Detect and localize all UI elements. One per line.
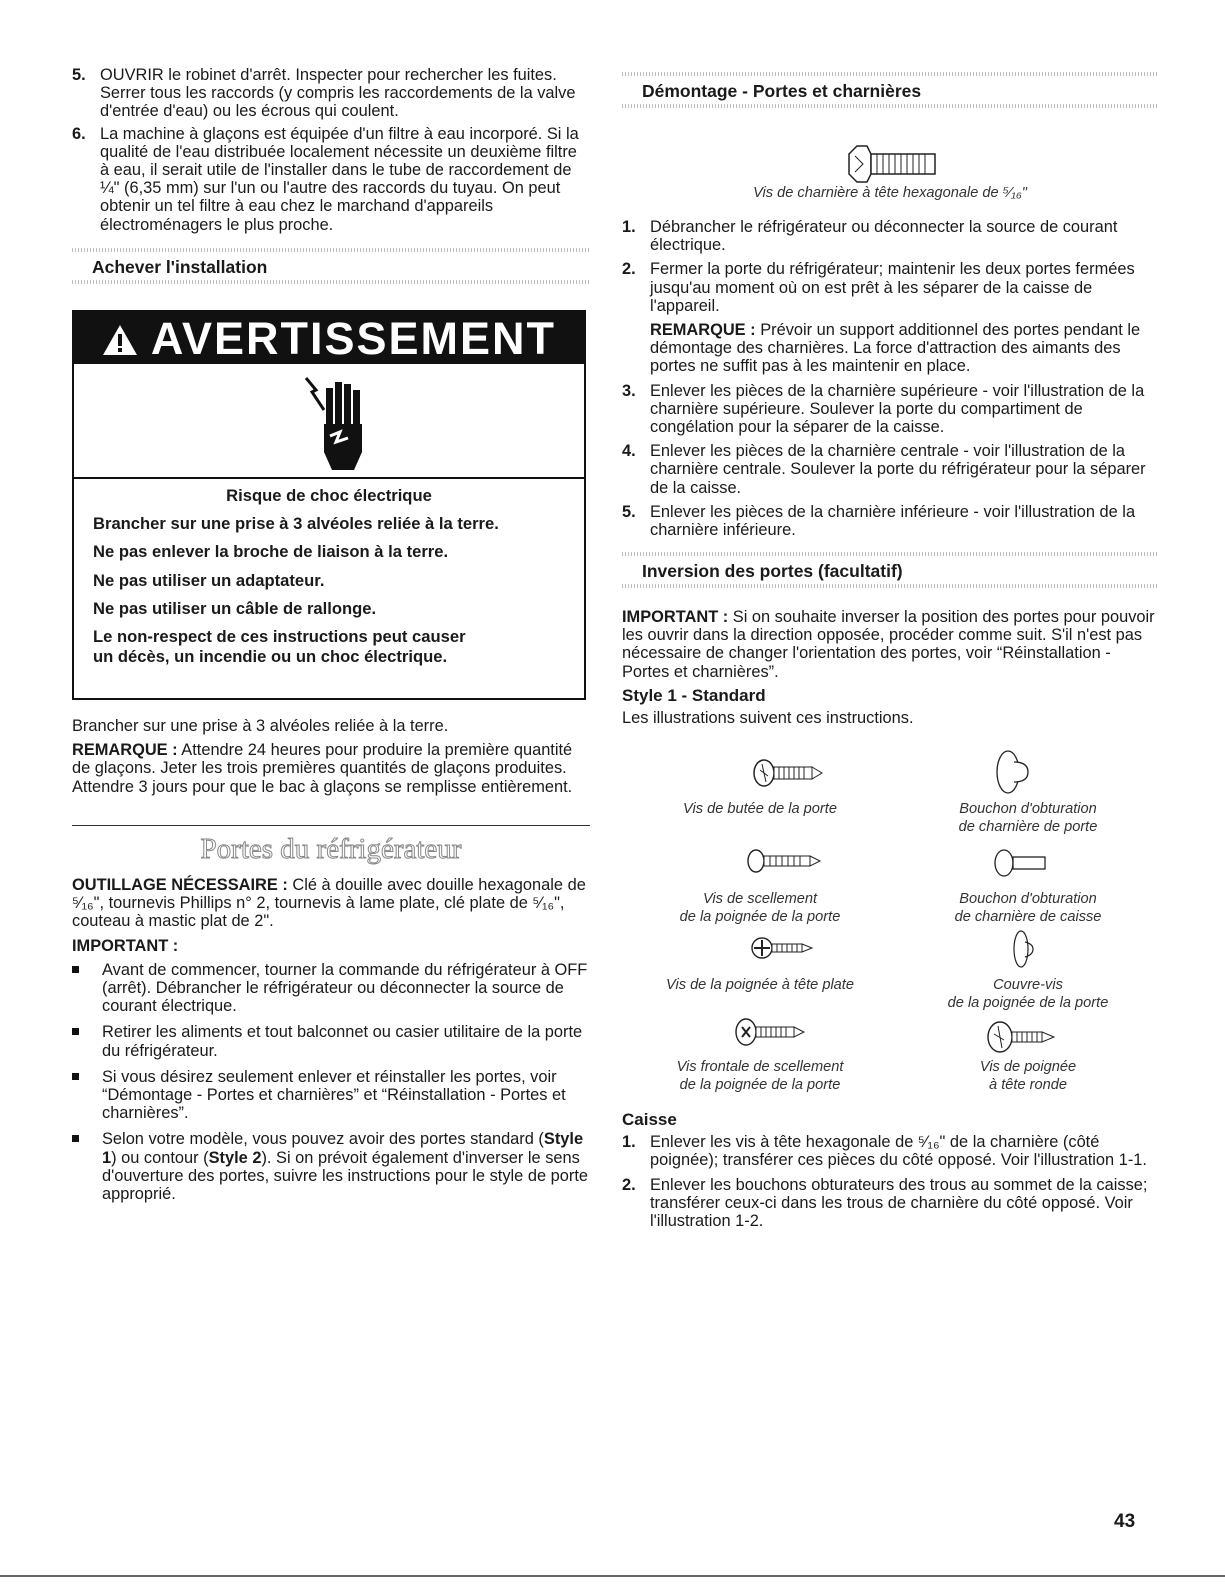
- item-number: 5.: [72, 66, 86, 84]
- list-item: [622, 1176, 1158, 1231]
- caption-line: de la poignée de la porte: [679, 909, 841, 925]
- item-text: Fermer la porte du réfrigérateur; maintenir les deux portes fermées jusqu'au moment où on est prêt à les séparer de la caisse de l'appareil.: [650, 260, 1135, 315]
- remarque-label: REMARQUE :: [650, 321, 756, 340]
- section-title: Portes du réfrigérateur: [200, 833, 462, 865]
- caption-line: Vis de poignée: [979, 1059, 1077, 1075]
- item-number: 2.: [622, 1175, 636, 1194]
- warning-triangle-icon: [102, 313, 151, 364]
- caption-line: de la poignée de la porte: [947, 995, 1109, 1011]
- list-item: [72, 66, 590, 121]
- item-text: Enlever les bouchons obturateurs des trous au sommet de la caisse; transférer ceux-ci dans les trous de charnière du côté opposé. Voir l'illustration 1-2.: [650, 1175, 1148, 1231]
- caption-line: de la poignée de la porte: [679, 1077, 841, 1093]
- bullet-item: [72, 961, 590, 1016]
- warning-title: AVERTISSEMENT: [150, 313, 557, 364]
- divider: [72, 280, 590, 284]
- item-text: Débrancher le réfrigérateur ou déconnecter la source de courant électrique.: [650, 218, 1118, 255]
- list-item: [622, 218, 1158, 254]
- inversion-section-header: [622, 552, 1158, 588]
- paragraph: Brancher sur une prise à 3 alvéoles reliée à la terre.: [72, 717, 449, 735]
- hex-hinge-screw-icon: [845, 144, 941, 184]
- door-hinge-plug-icon: [994, 748, 1034, 796]
- list-item: [622, 503, 1158, 539]
- style2-label: Style 2: [208, 1148, 262, 1167]
- text-run: ) ou contour (: [111, 1148, 209, 1167]
- bullet-square-icon: [72, 1028, 79, 1035]
- section-rule: [72, 825, 590, 826]
- caption-line: Bouchon d'obturation: [959, 891, 1097, 907]
- bullet-item: [72, 1068, 590, 1123]
- electric-shock-hand-icon: [302, 374, 372, 474]
- page-number: 43: [1114, 1511, 1136, 1532]
- remarque-text: Prévoir un support additionnel des portes pendant le démontage des charnières. La force d'attraction des aimants des portes ne suffit pas à les maintenir en place.: [650, 321, 1141, 376]
- item-text: Enlever les pièces de la charnière centrale - voir l'illustration de la charnière centrale. Soulever la porte du réfrigérateur pour la séparer de la caisse.: [650, 442, 1146, 497]
- bullet-text: Retirer les aliments et tout balconnet ou casier utilitaire de la porte du réfrigérateur.: [102, 1023, 583, 1060]
- item-text: Enlever les pièces de la charnière inférieure - voir l'illustration de la charnière inférieure.: [650, 502, 1136, 540]
- bullet-item: [72, 1023, 590, 1059]
- warning-line: Ne pas utiliser un câble de rallonge.: [93, 598, 377, 618]
- caption-line: de charnière de porte: [958, 819, 1098, 835]
- text-run: ). Si on prévoit également d'inverser le sens d'ouverture des portes, suivre les instructions pour le style de porte approprié.: [102, 1148, 588, 1204]
- style1-intro: Les illustrations suivent ces instructions.: [622, 709, 914, 728]
- front-sealing-screw-icon: [734, 1016, 806, 1048]
- inversion-intro: [622, 608, 1158, 727]
- item-number: 3.: [622, 381, 636, 400]
- caption-line: Couvre-vis: [993, 977, 1063, 993]
- remarque-paragraph: [622, 321, 1158, 376]
- cover-screw-caption: [898, 976, 1158, 1012]
- remarque-label: REMARQUE :: [72, 741, 178, 760]
- warning-line: Brancher sur une prise à 3 alvéoles reliée à la terre.: [93, 514, 499, 534]
- style1-label: Style 1: [102, 1130, 584, 1167]
- item-text: OUVRIR le robinet d'arrêt. Inspecter pour rechercher les fuites. Serrer tous les raccords (y compris les raccordements de la valve d'entrée d'eau) ou les écrous qui coulent.: [100, 66, 576, 121]
- important-label: IMPORTANT :: [72, 936, 179, 955]
- style1-heading: Style 1 - Standard: [622, 685, 766, 705]
- item-number: 2.: [622, 260, 636, 279]
- section-heading: Démontage - Portes et charnières: [642, 81, 922, 101]
- list-item: [622, 260, 1158, 315]
- caisse-heading: Caisse: [622, 1110, 677, 1129]
- bottom-rule: [0, 1575, 1225, 1577]
- caption-line: à tête ronde: [989, 1077, 1067, 1093]
- warning-consequence: [93, 628, 584, 666]
- list-item: [72, 125, 590, 234]
- item-number: 4.: [622, 442, 636, 461]
- caption-line: Bouchon d'obturation: [959, 801, 1097, 817]
- achever-section-header: [72, 248, 590, 284]
- item-text: Enlever les pièces de la charnière supérieure - voir l'illustration de la charnière supérieure. Soulever la porte du compartiment de congélation pour la séparer de la caisse.: [650, 381, 1145, 437]
- list-item: [622, 442, 1158, 497]
- item-number: 1.: [622, 218, 636, 236]
- bullet-square-icon: [72, 1135, 79, 1142]
- flat-head-screw-icon: [750, 934, 814, 962]
- caption-line: Vis de scellement: [702, 891, 818, 907]
- warning-line: Ne pas enlever la broche de liaison à la terre.: [93, 542, 449, 562]
- demontage-steps: [622, 218, 1158, 539]
- after-warning-block: [72, 717, 590, 796]
- bullet-square-icon: [72, 966, 79, 973]
- case-plug-caption: [898, 890, 1158, 926]
- caisse-section: [622, 1111, 1158, 1230]
- remarque-paragraph: [72, 741, 590, 796]
- outillage-text: Clé à douille avec douille hexagonale de ⁵⁄₁₆", tournevis Phillips n° 2, tournevis à lame plate, clé plate de ⁵⁄₁₆", couteau à mastic plat de 2".: [72, 876, 586, 931]
- warning-line: un décès, un incendie ou un choc électrique.: [93, 647, 448, 667]
- flat-head-caption: Vis de la poignée à tête plate: [666, 977, 854, 993]
- important-paragraph: [622, 608, 1158, 681]
- text-run: Selon votre modèle, vous pouvez avoir des portes standard (: [102, 1130, 544, 1149]
- shock-hazard-area: [74, 364, 584, 479]
- list-item: [622, 1133, 1158, 1169]
- warning-line: Ne pas utiliser un adaptateur.: [93, 570, 325, 590]
- caption-line: de charnière de caisse: [954, 909, 1102, 925]
- round-head-screw-icon: [986, 1020, 1056, 1054]
- demontage-section-header: [622, 72, 1158, 108]
- bullet-text: Si vous désirez seulement enlever et réinstaller les portes, voir “Démontage - Portes et charnières” et “Réinstallation - Portes et charnières”.: [102, 1067, 566, 1123]
- sealing-screw-caption: [622, 890, 898, 926]
- important-label: IMPORTANT :: [622, 608, 729, 626]
- warning-box: [72, 310, 586, 700]
- remarque-text: Attendre 24 heures pour produire la première quantité de glaçons. Jeter les trois premières quantités de glaçons produites. Attendre 3 jours pour que le bac à glaçons se remplisse entièrement.: [72, 741, 573, 796]
- item-number: 1.: [622, 1133, 636, 1152]
- item-number: 6.: [72, 124, 86, 143]
- list-item: [622, 382, 1158, 437]
- bullet-square-icon: [72, 1073, 79, 1080]
- item-number: 5.: [622, 502, 636, 521]
- portes-section: [72, 876, 590, 1211]
- bullet-text: [102, 1130, 590, 1203]
- warning-text: [74, 479, 584, 666]
- case-hinge-plug-icon: [992, 848, 1050, 878]
- item-text: La machine à glaçons est équipée d'un filtre à eau incorporé. Si la qualité de l'eau distribuée localement nécessite un deuxième filtre à eau, il serait utile de l'installer dans le tube de raccordement de ¼" (6,35 mm) sur l'un ou l'autre des raccords du tuyau. On peut obtenir un tel filtre à eau chez le marchand d'appareils électroménagers le plus proche.: [100, 124, 579, 234]
- divider: [622, 104, 1158, 108]
- round-head-caption: [898, 1058, 1158, 1094]
- door-stop-screw-icon: [752, 758, 824, 788]
- warning-title-bar: [74, 312, 584, 364]
- divider: [622, 584, 1158, 588]
- section-heading: Achever l'installation: [92, 257, 268, 277]
- stop-screw-caption: Vis de butée de la porte: [683, 801, 837, 817]
- important-text: Si on souhaite inverser la position des portes pour pouvoir les ouvrir dans la direction opposée, procéder comme suit. S'il n'est pas nécessaire de changer l'orientation des portes, voir “Réinstallation - Portes et charnières”.: [622, 608, 1155, 681]
- warning-line: Le non-respect de ces instructions peut causer: [93, 627, 466, 647]
- item-text: Enlever les vis à tête hexagonale de ⁵⁄₁₆" de la charnière (côté poignée); transférer ces pièces du côté opposé. Voir l'illustration 1-1.: [650, 1133, 1147, 1170]
- handle-sealing-screw-icon: [746, 848, 824, 874]
- bullet-item: [72, 1130, 590, 1203]
- risk-line: Risque de choc électrique: [226, 486, 432, 505]
- caption-line: Vis frontale de scellement: [676, 1059, 844, 1075]
- bullet-text: Avant de commencer, tourner la commande du réfrigérateur à OFF (arrêt). Débrancher le réfrigérateur ou déconnecter la source de courant électrique.: [102, 960, 588, 1016]
- handle-screw-cover-icon: [1012, 928, 1036, 970]
- section-heading: Inversion des portes (facultatif): [642, 561, 903, 581]
- door-plug-caption: [898, 800, 1158, 836]
- numbered-list-top: [72, 66, 590, 234]
- hinge-screw-caption: Vis de charnière à tête hexagonale de ⁵⁄₁₆": [753, 185, 1027, 201]
- outillage-paragraph: [72, 876, 590, 931]
- outillage-label: OUTILLAGE NÉCESSAIRE :: [72, 876, 288, 894]
- front-sealing-caption: [622, 1058, 898, 1094]
